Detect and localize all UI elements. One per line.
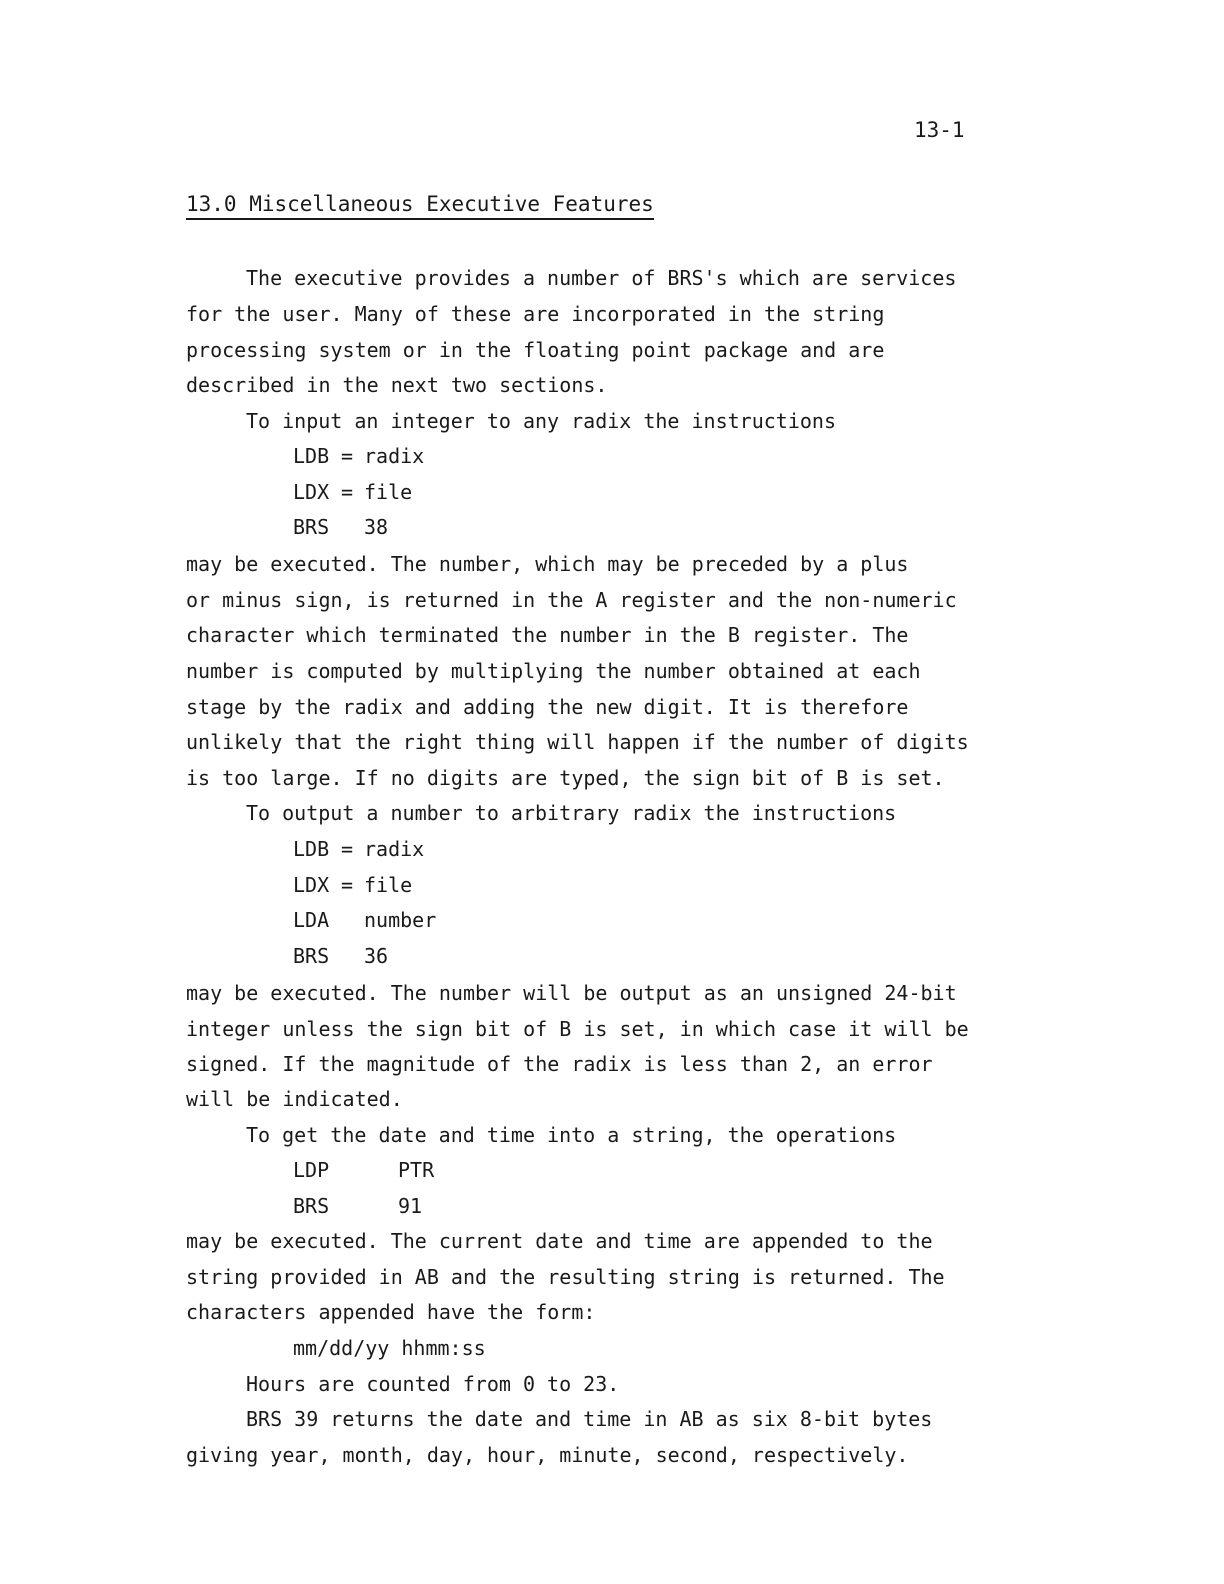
code-arg: 91	[398, 1194, 423, 1218]
para2-line-5: stage by the radix and adding the new digit. It is therefore	[186, 695, 909, 719]
code-arg: file	[364, 480, 413, 504]
code-op: LDB	[293, 837, 330, 861]
para2-line-3: character which terminated the number in the B register. The	[186, 623, 909, 647]
para2-line-7: is too large. If no digits are typed, the sign bit of B is set.	[186, 766, 945, 790]
para3-line-4: will be indicated.	[186, 1087, 403, 1111]
code-op: LDX	[293, 873, 330, 897]
para3-line-3: signed. If the magnitude of the radix is less than 2, an error	[186, 1052, 933, 1076]
para1-line-3: processing system or in the floating point package and are	[186, 338, 885, 362]
code-arg: 38	[364, 515, 389, 539]
code-op: BRS	[293, 944, 330, 968]
brs39-line-2: giving year, month, day, hour, minute, second, respectively.	[186, 1443, 909, 1467]
para2-line-1: may be executed. The number, which may be preceded by a plus	[186, 552, 909, 576]
code-arg: number	[364, 908, 437, 932]
date-intro: To get the date and time into a string, the operations	[246, 1123, 897, 1147]
code-op: LDA	[293, 908, 330, 932]
brs39-line-1: BRS 39 returns the date and time in AB as six 8-bit bytes	[246, 1407, 933, 1431]
para2-line-4: number is computed by multiplying the number obtained at each	[186, 659, 921, 683]
para4-line-3: characters appended have the form:	[186, 1300, 596, 1324]
para1-line-2: for the user. Many of these are incorporated in the string	[186, 302, 885, 326]
date-format: mm/dd/yy hhmm:ss	[293, 1336, 486, 1360]
code-eq: =	[341, 444, 354, 468]
para3-line-1: may be executed. The number will be output as an unsigned 24-bit	[186, 981, 957, 1005]
para3-line-2: integer unless the sign bit of B is set, in which case it will be	[186, 1017, 969, 1041]
code-arg: PTR	[398, 1158, 435, 1182]
code-op: LDP	[293, 1158, 330, 1182]
para4-line-2: string provided in AB and the resulting string is returned. The	[186, 1265, 945, 1289]
code-eq: =	[341, 480, 354, 504]
code-eq: =	[341, 873, 354, 897]
page-number: 13-1	[914, 118, 965, 142]
code-arg: file	[364, 873, 413, 897]
para4-line-1: may be executed. The current date and time are appended to the	[186, 1229, 933, 1253]
input-intro: To input an integer to any radix the instructions	[246, 409, 837, 433]
section-heading: 13.0 Miscellaneous Executive Features	[186, 192, 654, 220]
code-arg: 36	[364, 944, 389, 968]
para2-line-2: or minus sign, is returned in the A register and the non-numeric	[186, 588, 957, 612]
para1-line-1: The executive provides a number of BRS's which are services	[246, 266, 957, 290]
output-intro: To output a number to arbitrary radix the instructions	[246, 801, 897, 825]
code-eq: =	[341, 837, 354, 861]
code-arg: radix	[364, 444, 425, 468]
code-op: BRS	[293, 515, 330, 539]
para2-line-6: unlikely that the right thing will happen if the number of digits	[186, 730, 969, 754]
hours-note: Hours are counted from 0 to 23.	[246, 1372, 620, 1396]
code-op: BRS	[293, 1194, 330, 1218]
code-op: LDB	[293, 444, 330, 468]
code-op: LDX	[293, 480, 330, 504]
para1-line-4: described in the next two sections.	[186, 373, 608, 397]
code-arg: radix	[364, 837, 425, 861]
